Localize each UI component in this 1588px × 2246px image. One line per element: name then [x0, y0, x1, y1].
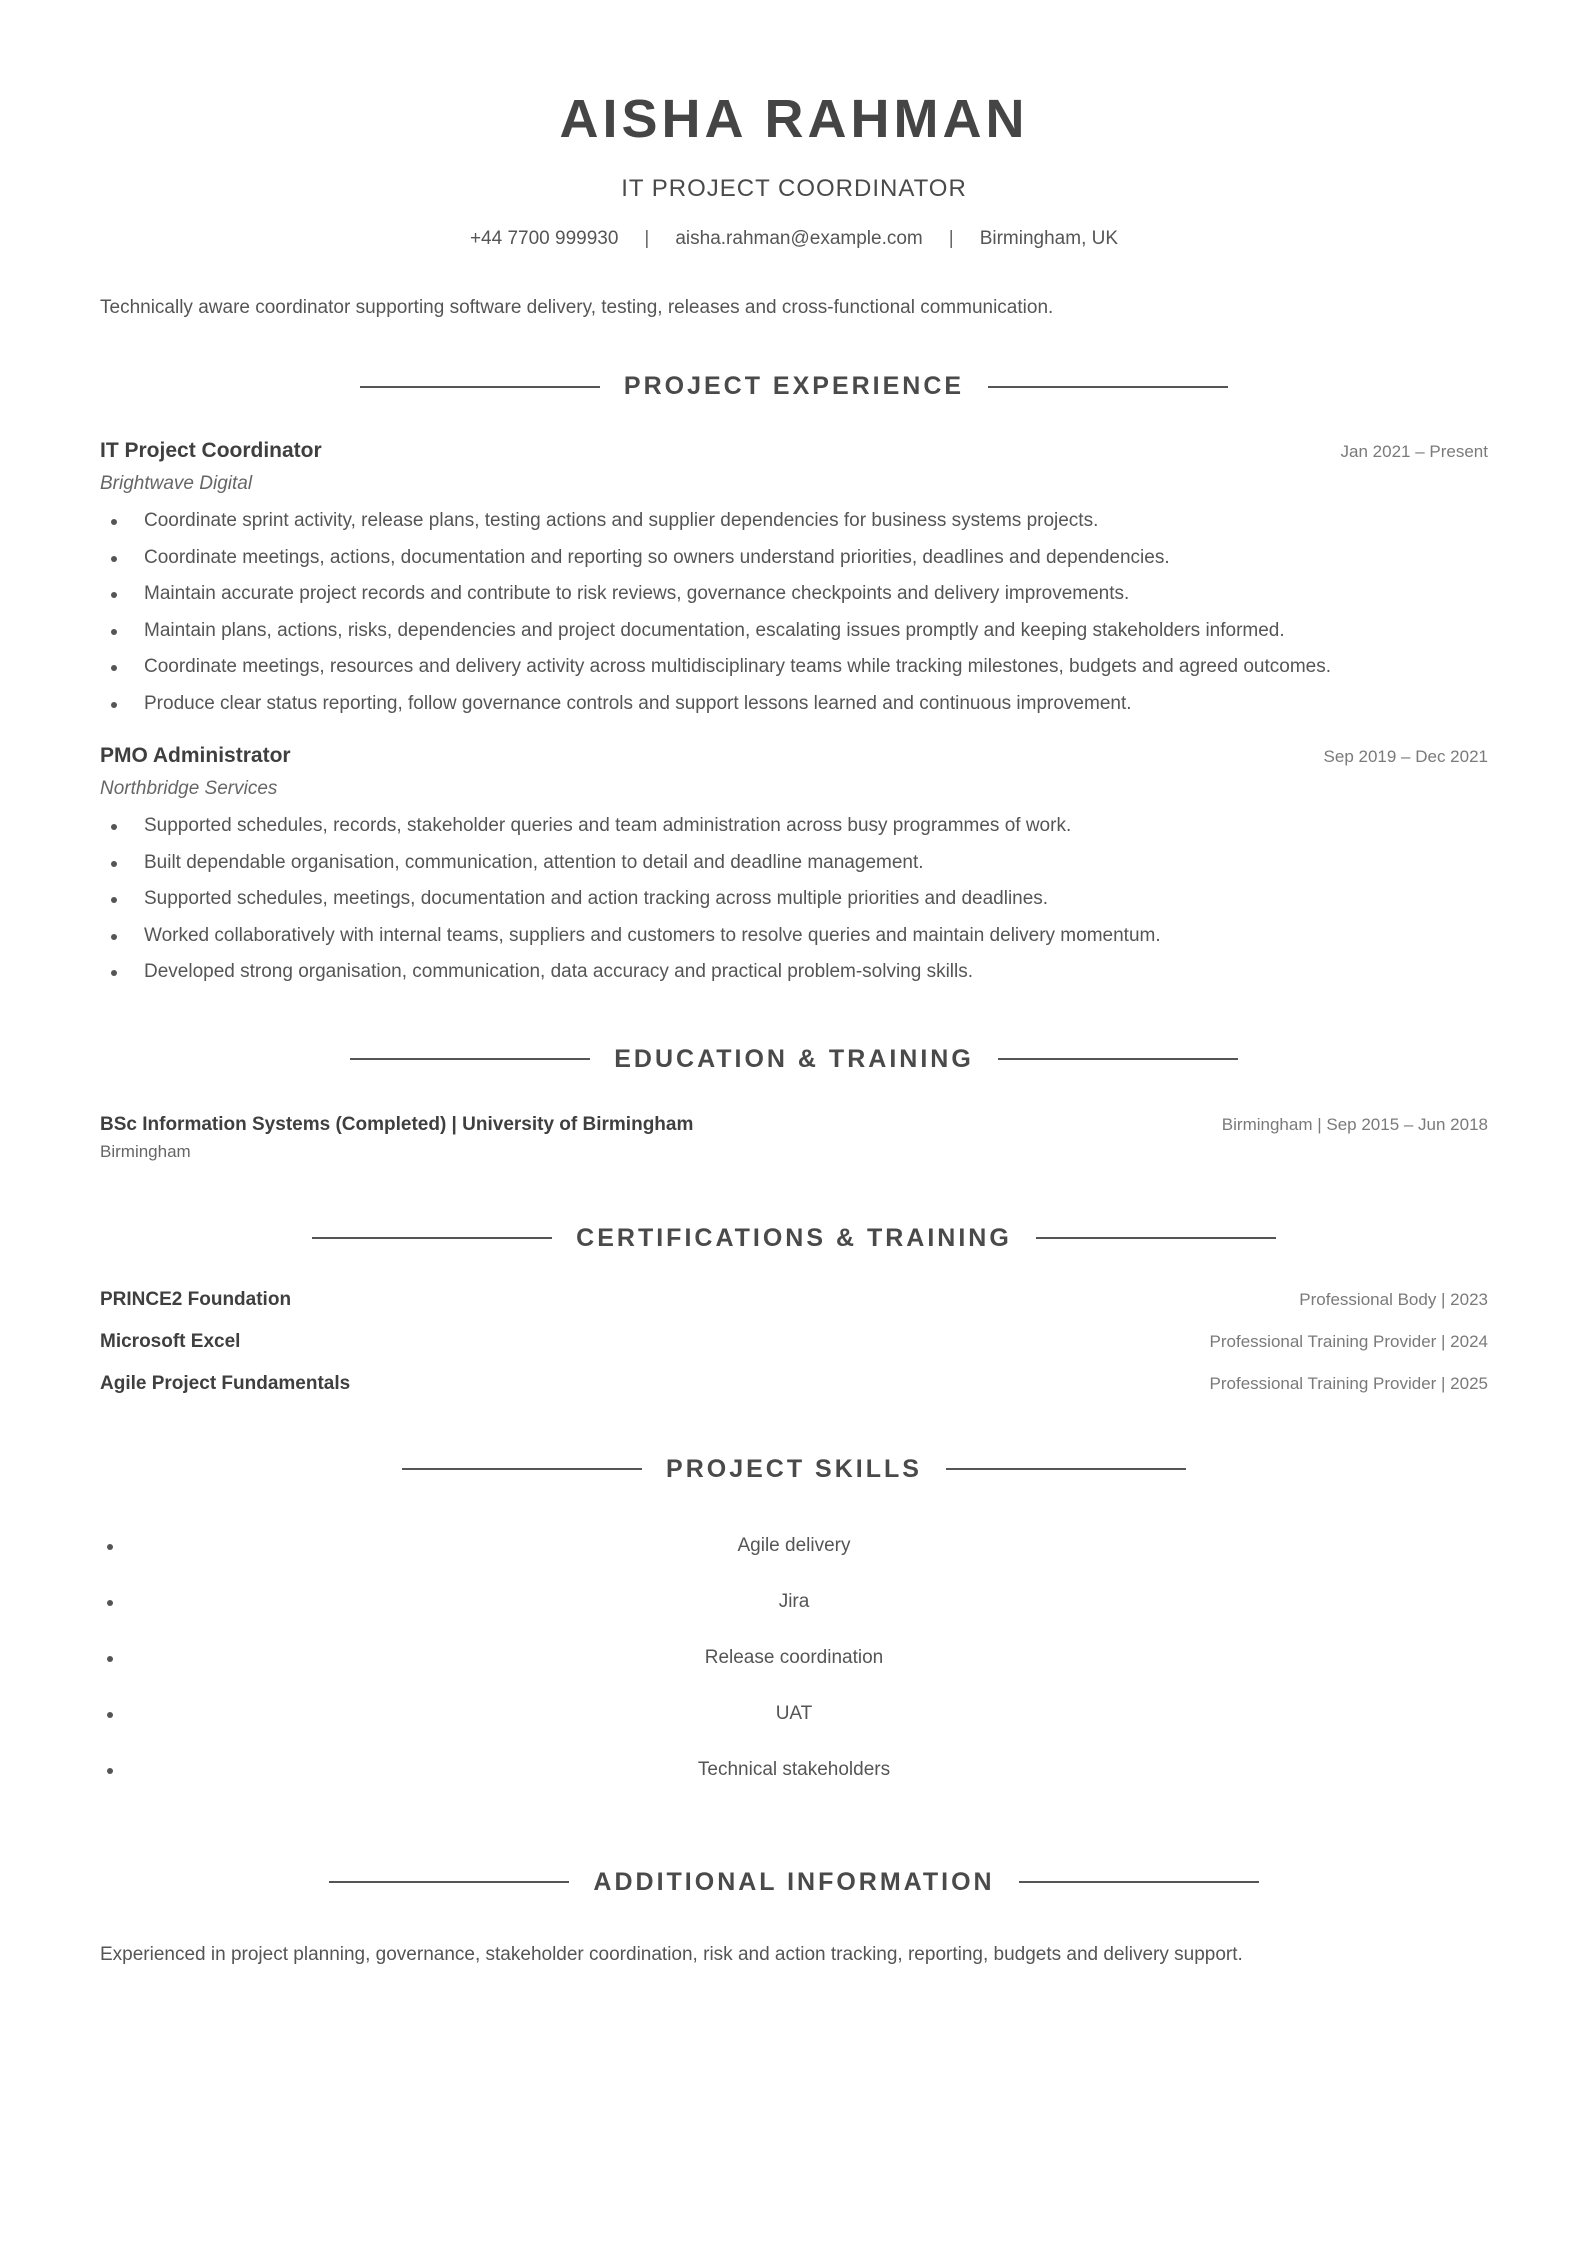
- section-heading-additional: [100, 1868, 1488, 1897]
- job-bullet: Coordinate meetings, resources and delivery activity across multidisciplinary teams while tracking milestones, budgets and agreed outcomes.: [100, 649, 1488, 686]
- heading-rule: [350, 1058, 590, 1060]
- heading-rule: [988, 386, 1228, 388]
- certification-item: [100, 1321, 1488, 1363]
- education-row: [100, 1114, 1488, 1136]
- job-company: Northbridge Services: [100, 778, 278, 799]
- job-bullet: Built dependable organisation, communication, attention to detail and deadline management.: [100, 845, 1488, 882]
- job-title: IT Project Coordinator: [100, 439, 322, 462]
- section-heading-experience: [100, 372, 1488, 401]
- job-bullet: Worked collaboratively with internal teams, suppliers and customers to resolve queries and maintain delivery momentum.: [100, 918, 1488, 955]
- job-bullet: Produce clear status reporting, follow governance controls and support lessons learned and continuous improvement.: [100, 686, 1488, 723]
- section-heading-skills: [100, 1455, 1488, 1484]
- skill-item: Agile delivery: [100, 1518, 1488, 1574]
- certification-meta: Professional Training Provider | 2025: [1209, 1373, 1488, 1393]
- heading-rule: [329, 1881, 569, 1883]
- job-header: [100, 439, 1488, 463]
- education-location: Birmingham: [100, 1141, 191, 1161]
- job-bullets: [100, 808, 1488, 991]
- section-heading-education: [100, 1045, 1488, 1074]
- job-dates: Sep 2019 – Dec 2021: [1323, 747, 1488, 766]
- contact-email: aisha.rahman@example.com: [675, 228, 923, 249]
- contact-location: Birmingham, UK: [979, 228, 1119, 249]
- heading-rule: [1019, 1881, 1259, 1883]
- contact-phone: +44 7700 999930: [469, 228, 619, 249]
- education-entry: [100, 1114, 1488, 1162]
- job-bullet: Supported schedules, records, stakeholder queries and team administration across busy programmes of work.: [100, 808, 1488, 845]
- skill-item: UAT: [100, 1686, 1488, 1742]
- section-title: EDUCATION & TRAINING: [614, 1044, 974, 1073]
- heading-rule: [360, 386, 600, 388]
- heading-rule: [402, 1468, 642, 1470]
- job-entry: [100, 744, 1488, 991]
- job-header: [100, 744, 1488, 768]
- section-title: CERTIFICATIONS & TRAINING: [576, 1223, 1012, 1252]
- candidate-role: IT PROJECT COORDINATOR: [621, 175, 967, 202]
- education-title: BSc Information Systems (Completed) | University of Birmingham: [100, 1113, 694, 1135]
- job-bullet: Coordinate sprint activity, release plans, testing actions and supplier dependencies for business systems projects.: [100, 503, 1488, 540]
- job-dates: Jan 2021 – Present: [1340, 442, 1488, 461]
- heading-rule: [998, 1058, 1238, 1060]
- additional-information: Experienced in project planning, governance, stakeholder coordination, risk and action tracking, reporting, budgets and delivery support.: [100, 1943, 1243, 1965]
- job-entry: [100, 439, 1488, 722]
- contact-line: [100, 226, 1488, 252]
- certification-title: Microsoft Excel: [100, 1330, 241, 1352]
- job-bullet: Maintain accurate project records and contribute to risk reviews, governance checkpoints and delivery improvements.: [100, 576, 1488, 613]
- heading-rule: [1036, 1237, 1276, 1239]
- section-title: PROJECT EXPERIENCE: [623, 372, 965, 400]
- certification-list: [100, 1279, 1488, 1405]
- certification-title: PRINCE2 Foundation: [100, 1288, 292, 1310]
- contact-separator: |: [644, 228, 650, 249]
- job-bullet: Supported schedules, meetings, documentation and action tracking across multiple priorities and deadlines.: [100, 881, 1488, 918]
- skills-list: [100, 1518, 1488, 1798]
- job-title: PMO Administrator: [100, 744, 291, 767]
- job-bullet: Developed strong organisation, communication, data accuracy and practical problem-solving skills.: [100, 954, 1488, 991]
- contact-separator: |: [948, 228, 954, 249]
- certification-item: [100, 1363, 1488, 1405]
- job-company: Brightwave Digital: [100, 473, 253, 494]
- certification-meta: Professional Body | 2023: [1299, 1289, 1488, 1309]
- education-meta: Birmingham | Sep 2015 – Jun 2018: [1221, 1114, 1488, 1134]
- certification-item: [100, 1279, 1488, 1321]
- job-bullet: Maintain plans, actions, risks, dependencies and project documentation, escalating issues promptly and keeping stakeholders informed.: [100, 613, 1488, 650]
- section-title: ADDITIONAL INFORMATION: [593, 1867, 995, 1896]
- skill-item: Technical stakeholders: [100, 1742, 1488, 1798]
- candidate-name: AISHA RAHMAN: [559, 89, 1029, 149]
- job-bullets: [100, 503, 1488, 722]
- profile-summary: Technically aware coordinator supporting software delivery, testing, releases and cross-functional communication.: [100, 297, 1054, 318]
- certification-meta: Professional Training Provider | 2024: [1209, 1331, 1488, 1351]
- heading-rule: [312, 1237, 552, 1239]
- job-bullet: Coordinate meetings, actions, documentation and reporting so owners understand priorities, deadlines and dependencies.: [100, 540, 1488, 577]
- heading-rule: [946, 1468, 1186, 1470]
- section-heading-certifications: [100, 1224, 1488, 1253]
- skill-item: Jira: [100, 1574, 1488, 1630]
- section-title: PROJECT SKILLS: [666, 1454, 922, 1483]
- certification-title: Agile Project Fundamentals: [100, 1372, 351, 1394]
- skill-item: Release coordination: [100, 1630, 1488, 1686]
